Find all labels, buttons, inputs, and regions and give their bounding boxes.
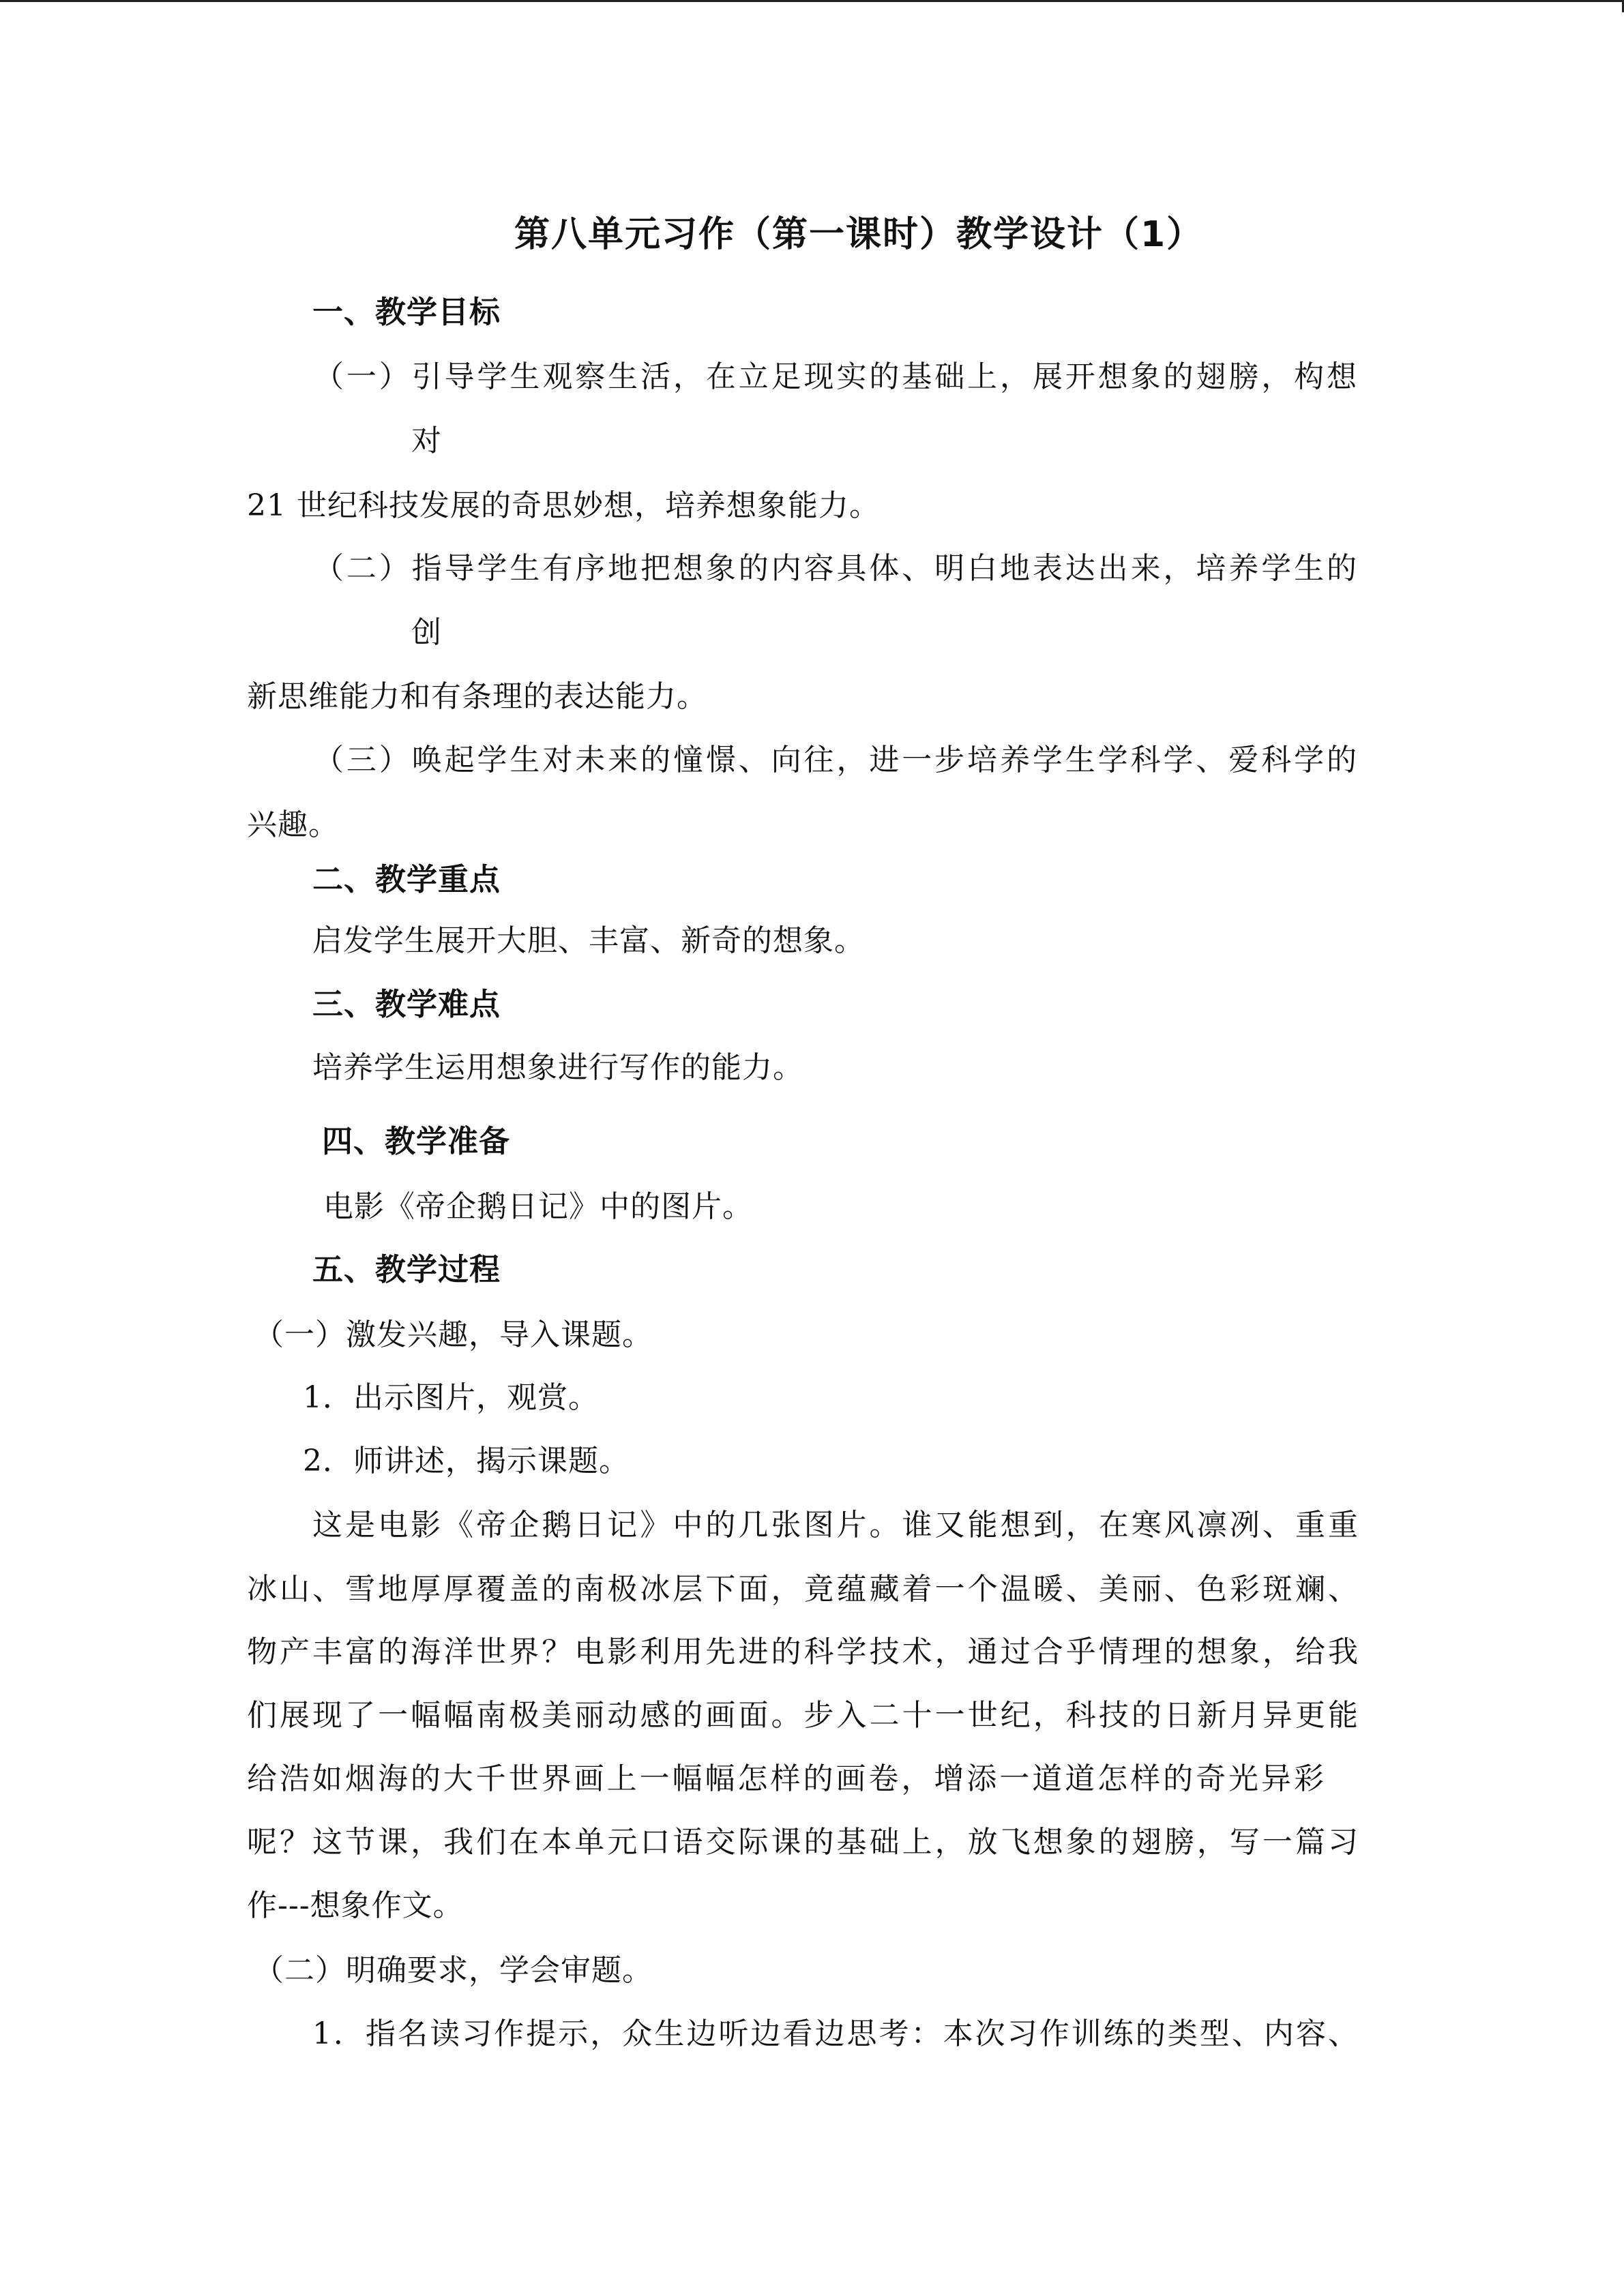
intro-paragraph-line-4: 们展现了一幅幅南极美丽动感的画面。步入二十一世纪，科技的日新月异更能: [247, 1698, 1359, 1733]
goal-1-line-2: 对: [411, 423, 442, 458]
goal-1-line-3: 21 世纪科技发展的奇思妙想，培养想象能力。: [247, 488, 880, 523]
goal-2-line-2: 创: [411, 615, 442, 650]
intro-paragraph-line-6: 呢？这节课，我们在本单元口语交际课的基础上，放飞想象的翅膀，写一篇习: [247, 1825, 1359, 1860]
goal-2-line-1: （二）指导学生有序地把想象的内容具体、明白地表达出来，培养学生的: [314, 551, 1357, 586]
goal-1-line-1: （一）引导学生观察生活，在立足现实的基础上，展开想象的翅膀，构想: [314, 359, 1357, 394]
process-step-2: 2．师讲述，揭示课题。: [303, 1444, 630, 1478]
intro-paragraph-line-5: 给浩如烟海的大千世界画上一幅幅怎样的画卷，增添一道道怎样的奇光异彩: [247, 1761, 1325, 1796]
key-points-text: 启发学生展开大胆、丰富、新奇的想象。: [312, 923, 865, 958]
process-part-2-step-1: 1．指名读习作提示，众生边听边看边思考：本次习作训练的类型、内容、: [312, 2016, 1359, 2051]
heading-teaching-goals: 一、教学目标: [312, 294, 501, 330]
goal-3-line-1: （三）唤起学生对未来的憧憬、向往，进一步培养学生学科学、爱科学的: [314, 743, 1357, 777]
intro-paragraph-line-1: 这是电影《帝企鹅日记》中的几张图片。谁又能想到，在寒风凛冽、重重: [312, 1508, 1359, 1542]
goal-3-line-2: 兴趣。: [247, 807, 339, 842]
preparation-text: 电影《帝企鹅日记》中的图片。: [323, 1189, 753, 1224]
difficulties-text: 培养学生运用想象进行写作的能力。: [312, 1050, 803, 1085]
heading-difficulties: 三、教学难点: [312, 986, 501, 1022]
intro-paragraph-line-3: 物产丰富的海洋世界？电影利用先进的科学技术，通过合乎情理的想象，给我: [247, 1635, 1359, 1669]
process-part-2-heading: （二）明确要求，学会审题。: [254, 1953, 653, 1988]
heading-teaching-process: 五、教学过程: [312, 1251, 501, 1287]
intro-paragraph-line-7: 作---想象作文。: [247, 1888, 464, 1923]
page-top-border: [0, 0, 1624, 2]
heading-key-points: 二、教学重点: [312, 861, 501, 897]
heading-preparation: 四、教学准备: [322, 1123, 511, 1159]
process-part-1-heading: （一）激发兴趣，导入课题。: [254, 1317, 653, 1352]
goal-2-line-3: 新思维能力和有条理的表达能力。: [247, 679, 707, 714]
document-title: 第八单元习作（第一课时）教学设计（1）: [514, 214, 1204, 255]
intro-paragraph-line-2: 冰山、雪地厚厚覆盖的南极冰层下面，竟蕴藏着一个温暖、美丽、色彩斑斓、: [247, 1572, 1359, 1607]
process-step-1: 1．出示图片，观赏。: [303, 1380, 599, 1415]
